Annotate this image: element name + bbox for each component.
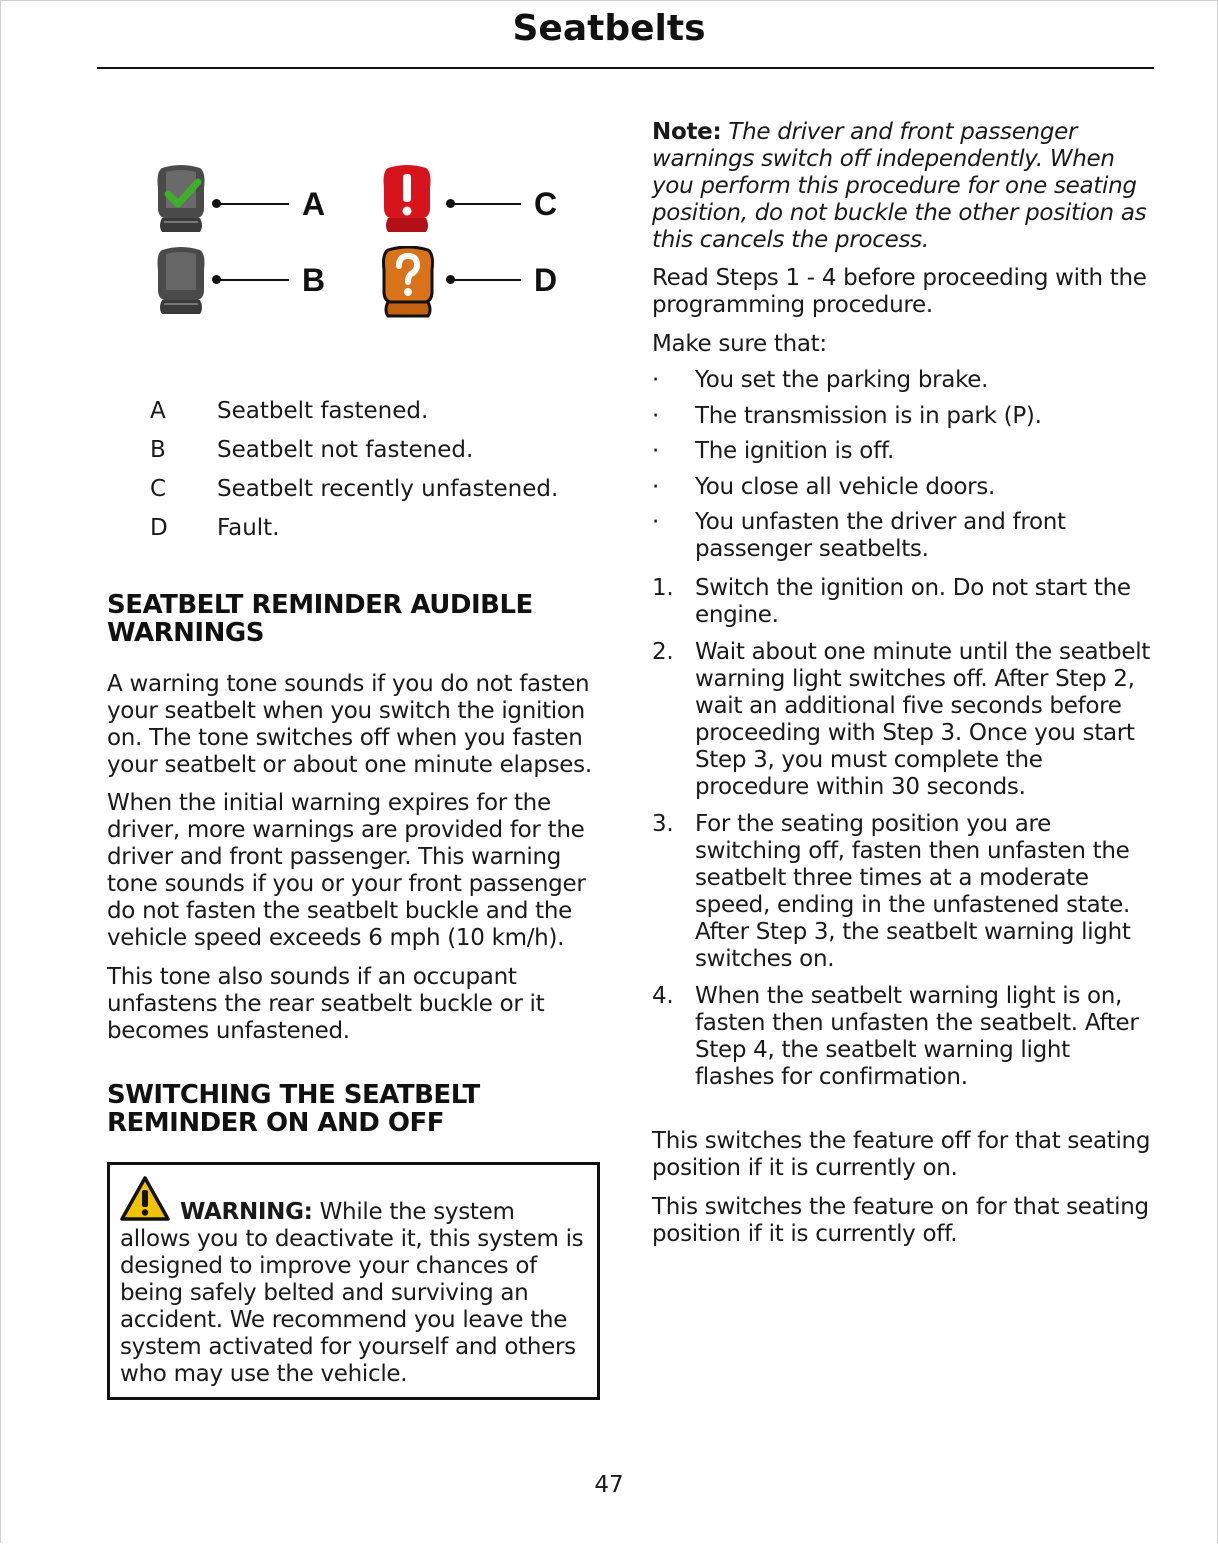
legend-key: A [150,398,166,424]
list-item-text: You set the parking brake. [695,367,989,393]
step-text: Switch the ignition on. Do not start the engine. [695,575,1131,628]
legend-row [150,511,610,550]
note-label: Note: [652,119,722,145]
callout-d: D [534,262,558,298]
callout-c: C [534,186,558,222]
leader-line-a [216,203,289,205]
page-number: 47 [594,1472,624,1498]
paragraph: Read Steps 1 - 4 before proceeding with the programming procedure. [652,265,1147,318]
note [652,119,1152,254]
paragraph: This tone also sounds if an occupant unfastens the rear seatbelt buckle or it becomes unfastened. [107,964,545,1044]
warning-triangle-icon [119,1175,171,1223]
step-text: When the seatbelt warning light is on, fasten then unfasten the seatbelt. After Step 4, the seatbelt warning light flashes for confirmation. [695,983,1139,1090]
bullet-mark: · [652,402,660,429]
title-rule [97,67,1154,69]
callout-b: B [302,262,326,298]
figure-legend [150,394,610,550]
paragraph: This switches the feature off for that seating position if it is currently on. [652,1128,1151,1181]
seatbelt-status-figure [150,160,590,330]
list-item [652,474,1152,501]
warning-body: allows you to deactivate it, this system is designed to improve your chances of being safely belted and surviving an accident. We recommend you leave the system activated for yourself and others who may use the vehicle. [120,1226,584,1387]
bullet-mark: · [652,473,660,500]
bullet-mark: · [652,367,660,393]
paragraph: This switches the feature on for that seating position if it is currently off. [652,1194,1149,1247]
bullet-mark: · [652,438,660,464]
list-item-text: The transmission is in park (P). [695,402,1042,429]
paragraph: When the initial warning expires for the driver, more warnings are provided for the driver and front passenger. This warning tone sounds if you or your front passenger do not fasten the seatbelt buckle and the vehicle speed exceeds 6 mph (10 km/h). [107,790,586,951]
seatbelt-not-fastened-icon [154,246,208,318]
leader-line-c [450,203,521,205]
step-item [652,575,1152,629]
paragraph: A warning tone sounds if you do not fasten your seatbelt when you switch the ignition on. The tone switches off when you fasten your seatbelt or about one minute elapses. [107,671,592,778]
legend-text: Seatbelt not fastened. [217,437,474,463]
warning-first-text: While the system [319,1199,515,1225]
step-item [652,811,1152,973]
list-item-text: You unfasten the driver and front passenger seatbelts. [695,509,1066,562]
step-item [652,983,1152,1091]
callout-a: A [302,186,326,222]
note-body: The driver and front passenger warnings switch off independently. When you perform this procedure for one seating position, do not buckle the other position as this cancels the process. [652,119,1147,253]
page-title: Seatbelts [512,8,706,49]
legend-row [150,394,610,433]
bullet-mark: · [652,509,660,535]
list-item [652,403,1152,430]
warning-box [107,1162,600,1400]
legend-key: B [150,437,166,463]
seatbelt-unfastened-warning-icon [380,164,434,236]
procedure-steps [652,575,1152,1101]
legend-text: Fault. [217,515,280,541]
step-number: 3. [652,811,674,837]
legend-row [150,472,610,511]
seatbelt-fault-icon [380,246,436,320]
list-item [652,367,1152,394]
warning-label: WARNING: [180,1199,313,1225]
list-item-text: The ignition is off. [695,438,895,464]
list-item [652,438,1152,465]
legend-text: Seatbelt recently unfastened. [217,476,559,502]
leader-line-d [450,279,521,281]
paragraph: Make sure that: [652,331,827,357]
step-number: 2. [652,639,674,665]
list-item-text: You close all vehicle doors. [695,473,996,500]
checklist [652,367,1152,572]
seatbelt-fastened-icon [154,164,208,236]
list-item [652,509,1152,563]
section-heading-audible-warnings: SEATBELT REMINDER AUDIBLE WARNINGS [107,590,533,648]
legend-key: D [150,515,168,541]
step-item [652,639,1152,801]
legend-row [150,433,610,472]
step-number: 1. [652,575,674,601]
step-text: Wait about one minute until the seatbelt warning light switches off. After Step 2, wait an additional five seconds before proceeding with Step 3. Once you start Step 3, you must complete the procedure within 30 seconds. [695,639,1151,800]
legend-key: C [150,476,167,502]
legend-text: Seatbelt fastened. [217,398,429,424]
step-text: For the seating position you are switching off, fasten then unfasten the seatbelt three times at a moderate speed, ending in the unfastened state. After Step 3, the seatbelt warning light switches on. [695,811,1131,972]
step-number: 4. [652,983,674,1009]
section-heading-switching-reminder: SWITCHING THE SEATBELT REMINDER ON AND OFF [107,1080,480,1138]
leader-line-b [216,279,289,281]
warning-first-line [180,1199,515,1226]
